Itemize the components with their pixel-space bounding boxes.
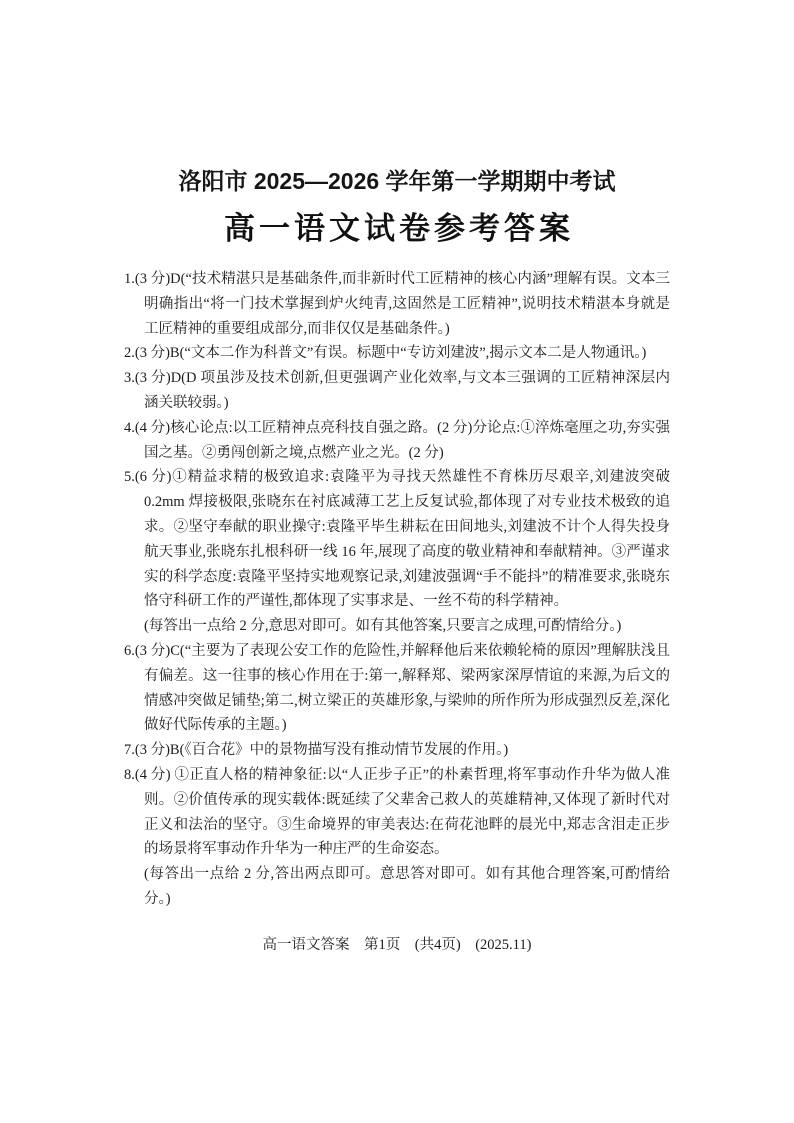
- answer-item: [124, 416, 670, 466]
- answer-text: 5.(6 分)①精益求精的极致追求:袁隆平为寻找天然雄性不育株历尽艰辛,刘建波突破 0.2mm 焊接极限,张晓东在衬底减薄工艺上反复试验,都体现了对专业技术极致的追求。②坚守奉献的职业操守:袁隆平毕生耕耘在田间地头,刘建波不计个人得失投身航天事业,张晓东扎根科研一线 16 年,展现了高度的敬业精神和奉献精神。③严谨求实的科学态度:袁隆平坚持实地观察记录,刘建波强调“手不能抖”的精准要求,张晓东恪守科研工作的严谨性,都体现了实事求是、一丝不苟的科学精神。: [124, 469, 670, 610]
- scoring-note: (每答出一点给 2 分,意思对即可。如有其他答案,只要言之成理,可酌情给分。): [144, 618, 622, 635]
- answer-item: [124, 738, 670, 763]
- answer-item: [124, 341, 670, 366]
- answer-text: 4.(4 分)核心论点:以工匠精神点亮科技自强之路。(2 分)分论点:①淬炼毫厘之功,夯实强国之基。②勇闯创新之境,点燃产业之光。(2 分): [124, 419, 670, 461]
- exam-title: 洛阳市 2025—2026 学年第一学期期中考试: [178, 168, 616, 194]
- answer-item: [124, 267, 670, 341]
- page-footer: 高一语文答案 第1页 (共4页) (2025.11): [262, 937, 532, 953]
- answers-list: [124, 267, 670, 912]
- scoring-note: (每答出一点给 2 分,答出两点即可。意思答对即可。如有其他合理答案,可酌情给分。): [144, 866, 670, 907]
- answer-item: [124, 465, 670, 639]
- answer-text: 6.(3 分)C(“主要为了表现公安工作的危险性,并解释他后来依赖轮椅的原因”理解肤浅且有偏差。这一往事的核心作用在于:第一,解释郑、梁两家深厚情谊的来源,为后文的情感冲突做足铺垫;第二,树立梁正的英雄形象,与梁帅的所作所为形成强烈反差,深化做好代际传承的主题。): [124, 642, 670, 734]
- answer-text: 8.(4 分) ①正直人格的精神象征:以“人正步子正”的朴素哲理,将军事动作升华为做人准则。②价值传承的现实载体:既延续了父辈舍己救人的英雄精神,又体现了新时代对正义和法治的坚守。③生命境界的审美表达:在荷花池畔的晨光中,郑志含泪走正步的场景将军事动作升华为一种庄严的生命姿态。: [124, 766, 670, 858]
- answer-item: [124, 366, 670, 416]
- answer-text: 7.(3 分)B(《百合花》中的景物描写没有推动情节发展的作用。): [124, 742, 509, 759]
- answer-text: 1.(3 分)D(“技术精湛只是基础条件,而非新时代工匠精神的核心内涵”理解有误。文本三明确指出“将一门技术掌握到炉火纯青,这固然是工匠精神”,说明技术精湛本身就是工匠精神的重要组成部分,而非仅仅是基础条件。): [124, 271, 670, 337]
- answer-text: 3.(3 分)D(D 项虽涉及技术创新,但更强调产业化效率,与文本三强调的工匠精神深层内涵关联较弱。): [124, 370, 670, 411]
- answer-item: [124, 763, 670, 912]
- answer-item: [124, 639, 670, 738]
- answer-sheet-title: 高一语文试卷参考答案: [224, 211, 574, 246]
- answer-text: 2.(3 分)B(“文本二作为科普文”有误。标题中“专访刘建波”,揭示文本二是人物通讯。): [124, 345, 647, 362]
